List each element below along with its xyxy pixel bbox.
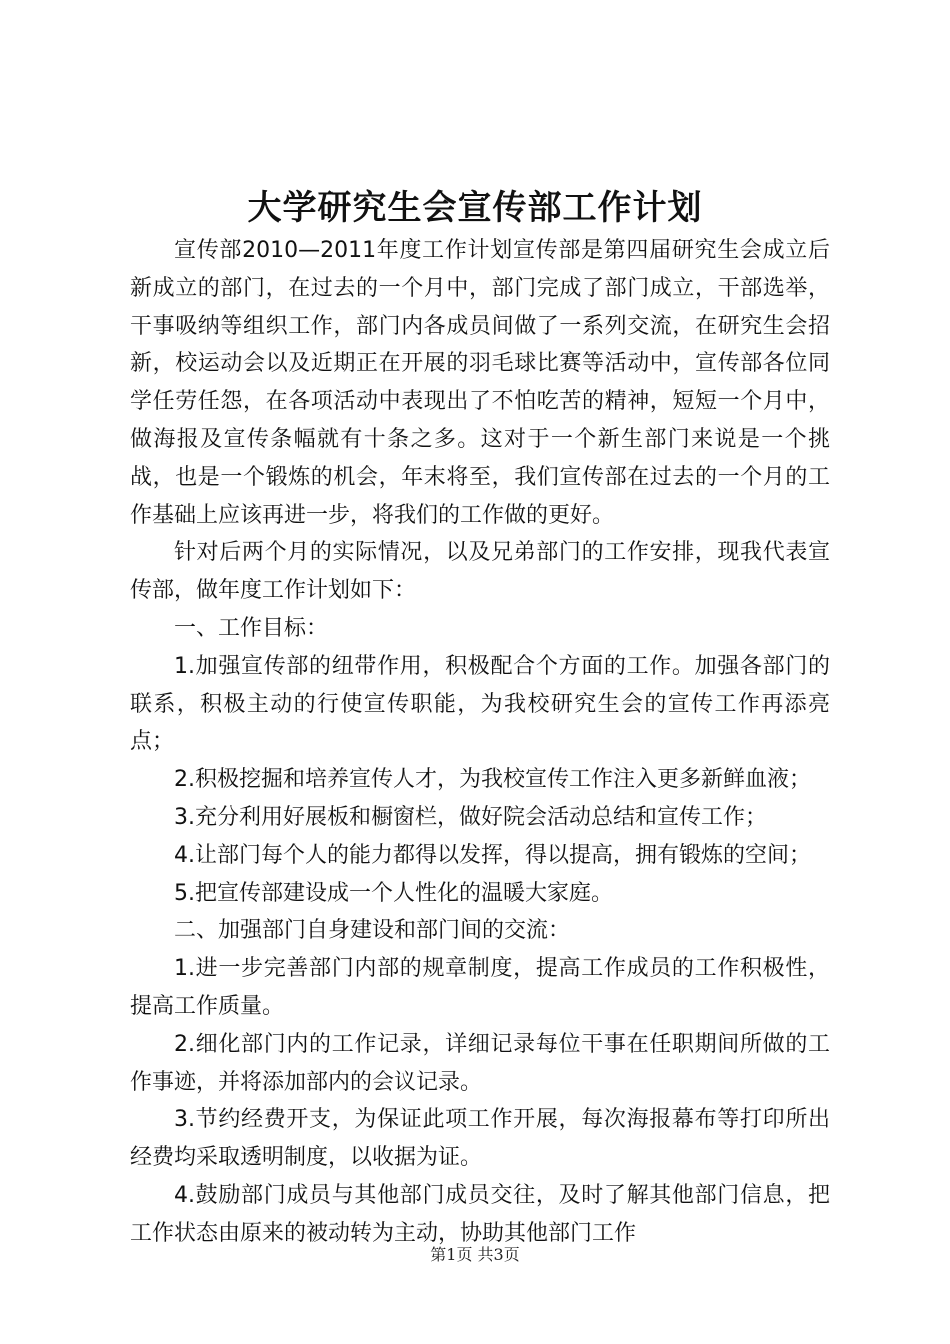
section-heading-goals: 一、工作目标： bbox=[174, 615, 329, 641]
goal-item-3: 3.充分利用好展板和橱窗栏，做好院会活动总结和宣传工作； bbox=[174, 804, 767, 830]
section-heading-construction: 二、加强部门自身建设和部门间的交流： bbox=[174, 918, 571, 944]
page-footer: 第1页 共3页 bbox=[430, 1245, 520, 1264]
goal-item-5: 5.把宣传部建设成一个人性化的温暖大家庭。 bbox=[174, 880, 613, 906]
construction-item-1: 1.进一步完善部门内部的规章制度，提高工作成员的工作积极性，提高工作质量。 bbox=[130, 956, 830, 1019]
goal-item-2: 2.积极挖掘和培养宣传人才，为我校宣传工作注入更多新鲜血液； bbox=[174, 767, 811, 793]
document-title: 大学研究生会宣传部工作计划 bbox=[247, 188, 703, 228]
goal-item-1: 1.加强宣传部的纽带作用，积极配合个方面的工作。加强各部门的联系，积极主动的行使宣传职能，为我校研究生会的宣传工作再添亮点； bbox=[130, 653, 830, 755]
construction-item-3: 3.节约经费开支，为保证此项工作开展，每次海报幕布等打印所出经费均采取透明制度，以收据为证。 bbox=[130, 1107, 830, 1171]
document-body bbox=[130, 232, 830, 1253]
goal-item-4: 4.让部门每个人的能力都得以发挥，得以提高，拥有锻炼的空间； bbox=[174, 842, 811, 868]
paragraph-plan-intro: 针对后两个月的实际情况，以及兄弟部门的工作安排，现我代表宣传部，做年度工作计划如下： bbox=[130, 540, 830, 604]
paragraph-intro: 宣传部2010—2011年度工作计划宣传部是第四届研究生会成立后新成立的部门，在过去的一个月中，部门完成了部门成立，干部选举，干事吸纳等组织工作，部门内各成员间做了一系列交流，在研究生会招新，校运动会以及近期正在开展的羽毛球比赛等活动中，宣传部各位同学任劳任怨，在各项活动中表现出了不怕吃苦的精神，短短一个月中，做海报及宣传条幅就有十条之多。这对于一个新生部门来说是一个挑战，也是一个锻炼的机会，年末将至，我们宣传部在过去的一个月的工作基础上应该再进一步，将我们的工作做的更好。 bbox=[130, 238, 830, 528]
construction-item-4: 4.鼓励部门成员与其他部门成员交往，及时了解其他部门信息，把工作状态由原来的被动转为主动，协助其他部门工作 bbox=[130, 1182, 830, 1246]
construction-item-2: 2.细化部门内的工作记录，详细记录每位干事在任职期间所做的工作事迹，并将添加部内的会议记录。 bbox=[130, 1031, 830, 1095]
